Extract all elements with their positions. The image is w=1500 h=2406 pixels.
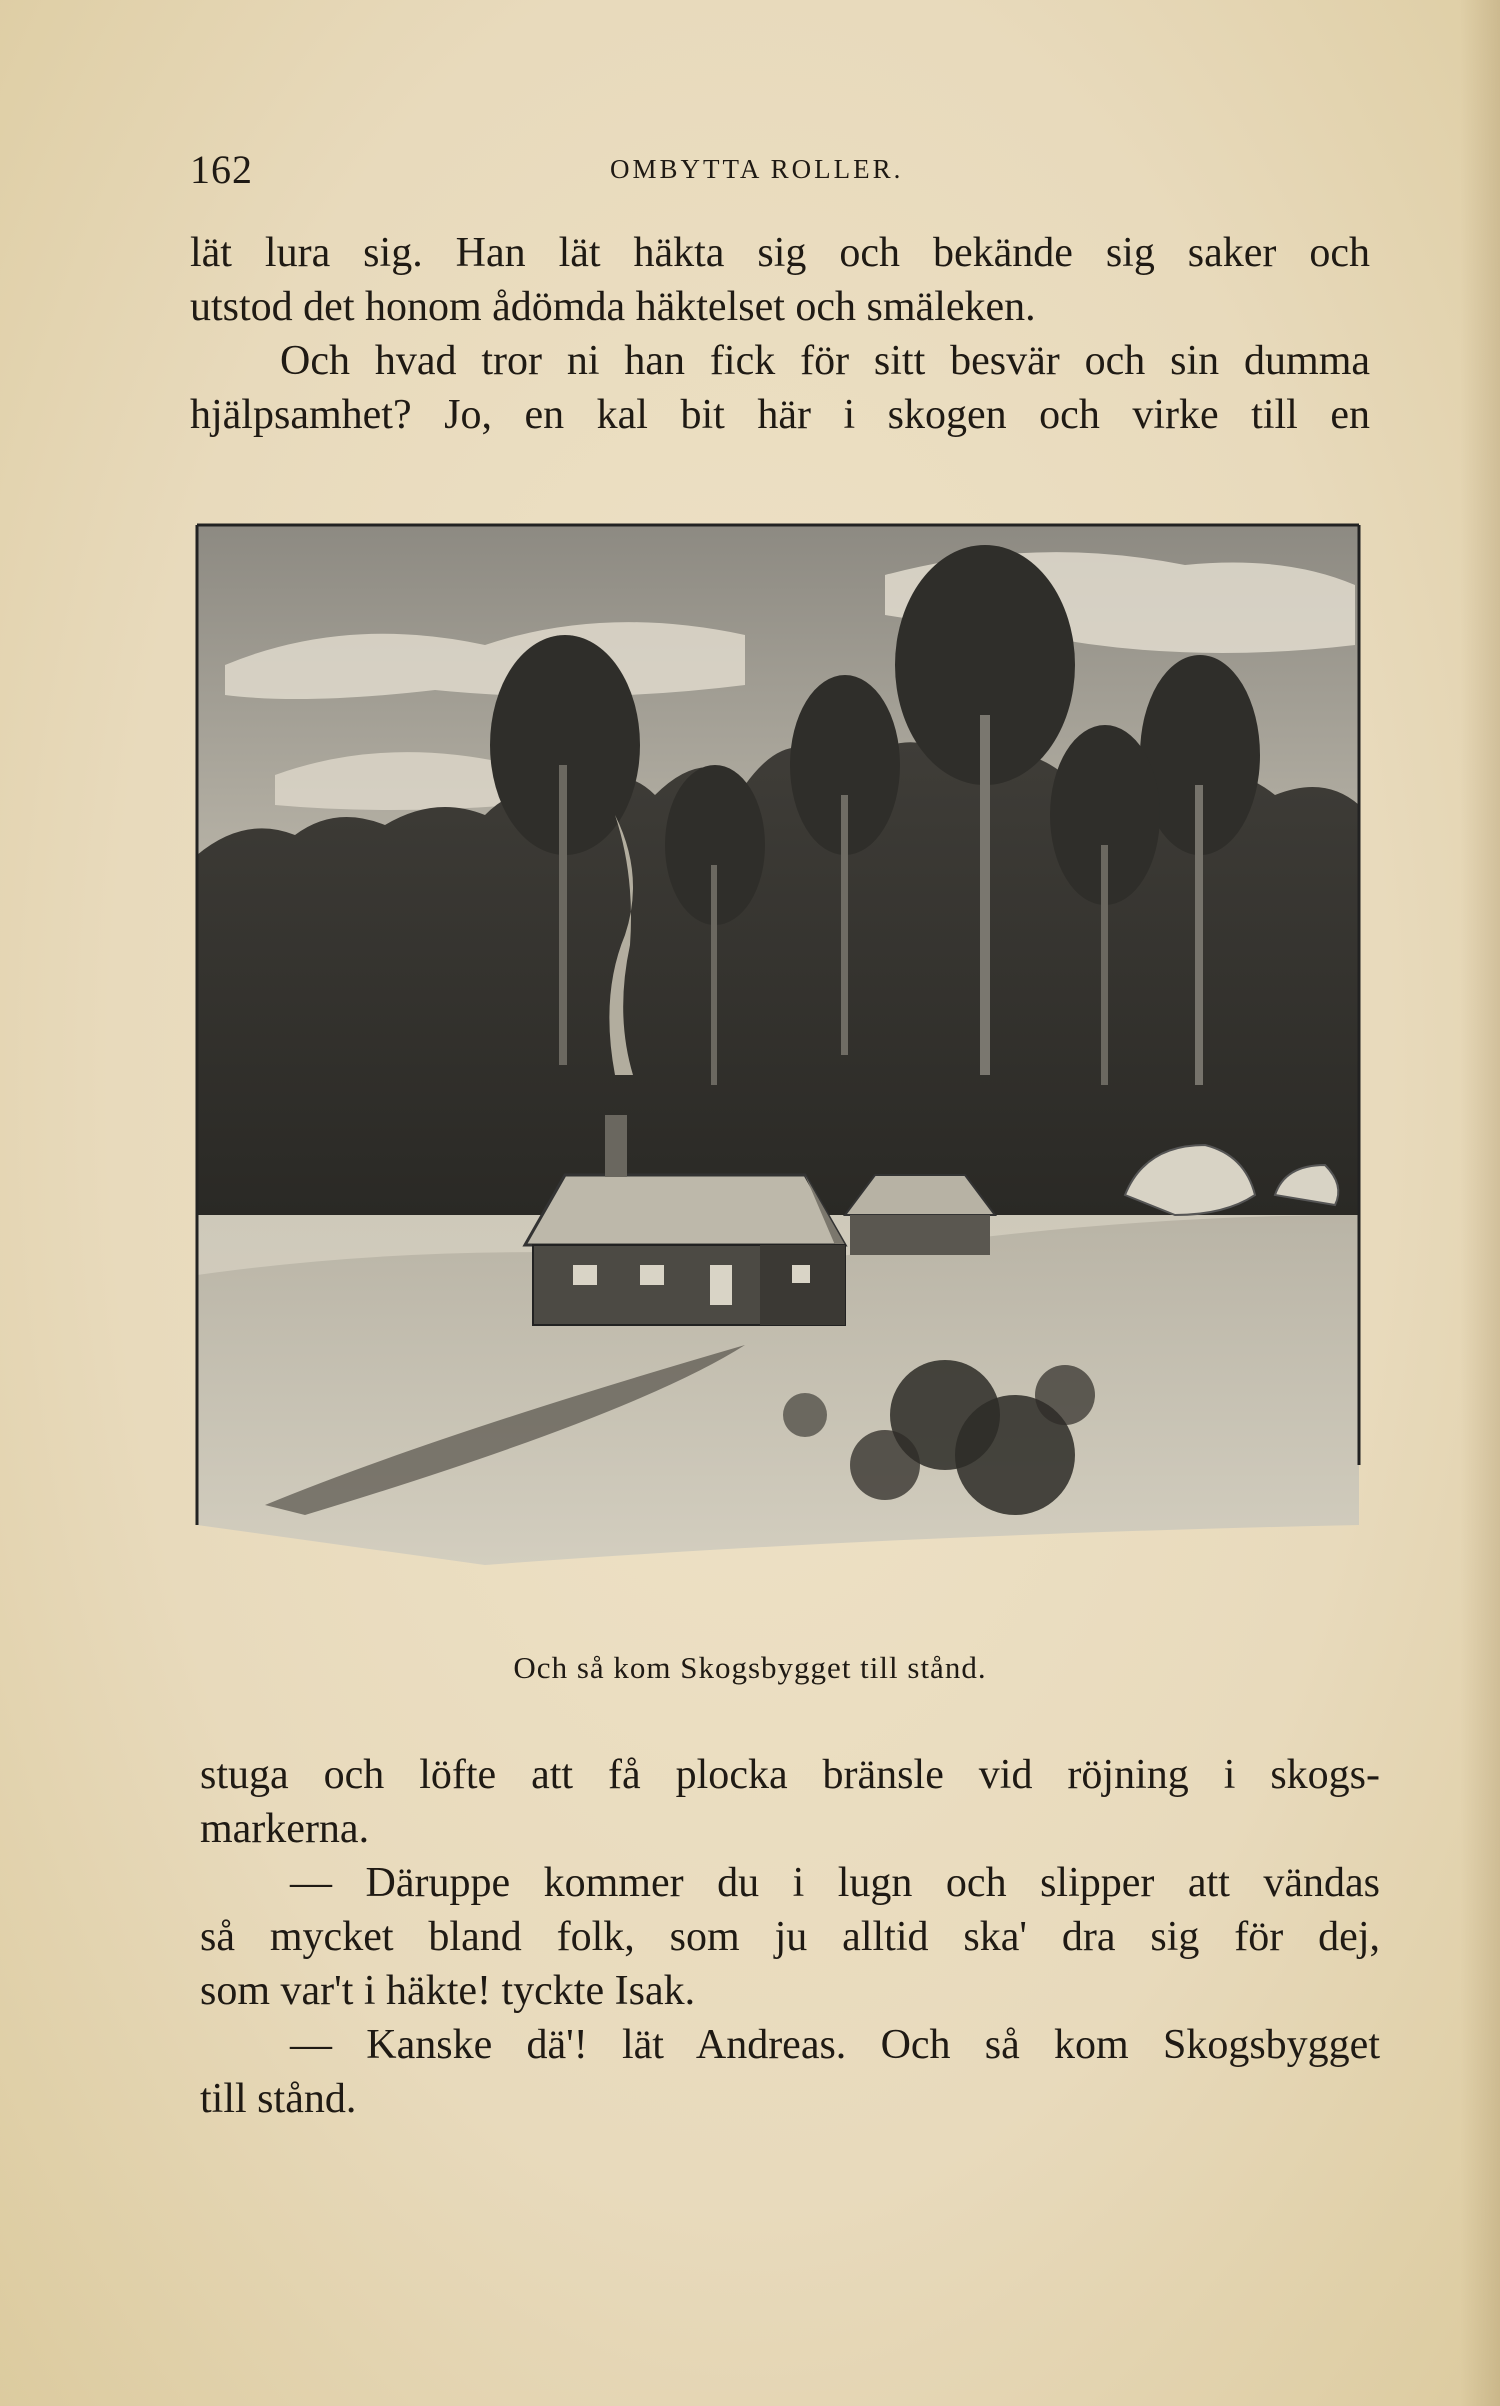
running-title: OMBYTTA ROLLER.: [610, 154, 904, 184]
text-line: lät lura sig. Han lät häkta sig och bekände sig saker och: [190, 230, 1370, 276]
text-line: utstod det honom ådömda häktelset och smäleken.: [190, 284, 1036, 330]
page-number: 162: [190, 147, 253, 192]
body-text-top: [190, 226, 1370, 442]
text-line: så mycket bland folk, som ju alltid ska' dra sig för dej,: [200, 1914, 1380, 1960]
text-line: — Däruppe kommer du i lugn och slipper att vändas: [290, 1860, 1380, 1906]
text-line: stuga och löfte att få plocka bränsle vid röjning i skogs-: [200, 1752, 1380, 1798]
text-line: till stånd.: [200, 2076, 357, 2122]
text-line: markerna.: [200, 1806, 370, 1852]
forest-cabin-illustration: [185, 515, 1370, 1625]
text-line: som var't i häkte! tyckte Isak.: [200, 1968, 696, 2014]
page-header: [190, 140, 1370, 200]
body-text-bottom: [200, 1748, 1380, 2126]
page-edge-shadow: [1460, 0, 1500, 2406]
text-line: — Kanske dä'! lät Andreas. Och så kom Skogsbygget: [290, 2022, 1380, 2068]
illustration-caption: Och så kom Skogsbygget till stånd.: [513, 1650, 987, 1685]
text-line: hjälpsamhet? Jo, en kal bit här i skogen och virke till en: [190, 392, 1370, 438]
text-line: Och hvad tror ni han fick för sitt besvär och sin dumma: [280, 338, 1370, 384]
